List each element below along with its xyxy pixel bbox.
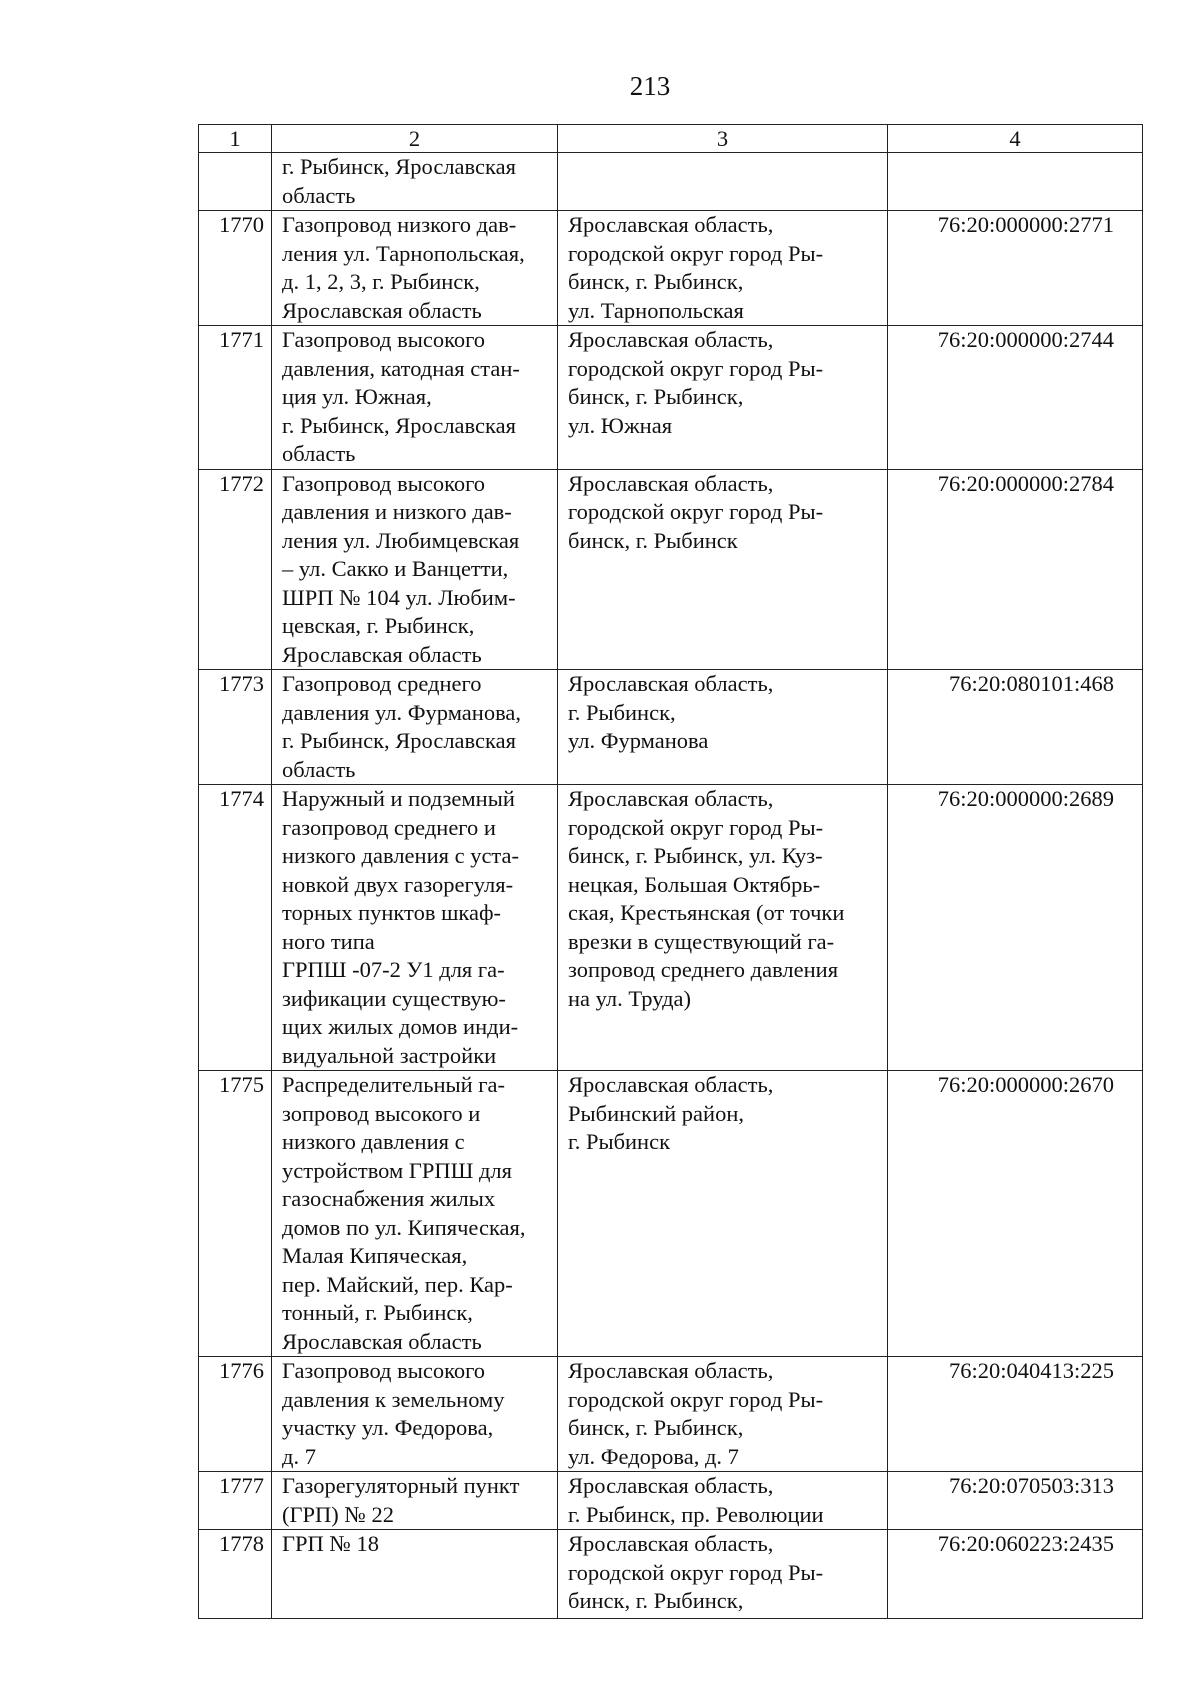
table-row [199,1472,1143,1530]
cadastral-number: 76:20:000000:2744 [888,326,1143,470]
column-header-4: 4 [888,125,1143,153]
object-address [558,153,888,211]
cadastral-number: 76:20:080101:468 [888,670,1143,785]
object-name: Газопровод высокого давления к земельному участку ул. Федорова, д. 7 [272,1357,558,1472]
table-row [199,326,1143,470]
row-number: 1775 [199,1071,272,1357]
object-address: Ярославская область, городской округ город Ры- бинск, г. Рыбинск [558,469,888,670]
row-number: 1771 [199,326,272,470]
table-row [199,1071,1143,1357]
table-row [199,785,1143,1071]
registry-table [198,124,1143,1619]
row-number: 1778 [199,1530,272,1619]
table-row [199,211,1143,326]
column-header-1: 1 [199,125,272,153]
object-address: Ярославская область, городской округ город Ры- бинск, г. Рыбинск, ул. Южная [558,326,888,470]
object-name: Газопровод низкого дав- ления ул. Тарнопольская, д. 1, 2, 3, г. Рыбинск, Ярославская область [272,211,558,326]
object-address: Ярославская область, г. Рыбинск, ул. Фурманова [558,670,888,785]
object-name: Газорегуляторный пункт (ГРП) № 22 [272,1472,558,1530]
cadastral-number: 76:20:040413:225 [888,1357,1143,1472]
object-name: Газопровод среднего давления ул. Фурманова, г. Рыбинск, Ярославская область [272,670,558,785]
row-number: 1777 [199,1472,272,1530]
row-number: 1773 [199,670,272,785]
table-row [199,670,1143,785]
row-number: 1776 [199,1357,272,1472]
table-row [199,1530,1143,1619]
cadastral-number [888,153,1143,211]
object-name: Наружный и подземный газопровод среднего и низкого давления с уста- новкой двух газорегуля- торных пунктов шкаф- ного типа ГРПШ -07-2 У1 для га- зификации существую- щих жилых домов инди- видуальной застройки [272,785,558,1071]
cadastral-number: 76:20:060223:2435 [888,1530,1143,1619]
column-header-2: 2 [272,125,558,153]
object-address: Ярославская область, городской округ город Ры- бинск, г. Рыбинск, ул. Куз- нецкая, Большая Октябрь- ская, Крестьянская (от точки врезки в существующий га- зопровод среднего давления на ул. Труда) [558,785,888,1071]
table-row [199,469,1143,670]
table-row [199,1357,1143,1472]
object-address: Ярославская область, городской округ город Ры- бинск, г. Рыбинск, ул. Тарнопольская [558,211,888,326]
object-address: Ярославская область, городской округ город Ры- бинск, г. Рыбинск, ул. Федорова, д. 7 [558,1357,888,1472]
table-header-row [199,125,1143,153]
cadastral-number: 76:20:000000:2784 [888,469,1143,670]
object-address: Ярославская область, г. Рыбинск, пр. Революции [558,1472,888,1530]
cadastral-number: 76:20:070503:313 [888,1472,1143,1530]
row-number [199,153,272,211]
row-number: 1774 [199,785,272,1071]
cadastral-number: 76:20:000000:2689 [888,785,1143,1071]
row-number: 1772 [199,469,272,670]
object-name: Газопровод высокого давления, катодная стан- ция ул. Южная, г. Рыбинск, Ярославская область [272,326,558,470]
row-number: 1770 [199,211,272,326]
object-name: Газопровод высокого давления и низкого дав- ления ул. Любимцевская – ул. Сакко и Ванцетти, ШРП № 104 ул. Любим- цевская, г. Рыбинск, Ярославская область [272,469,558,670]
column-header-3: 3 [558,125,888,153]
object-address: Ярославская область, городской округ город Ры- бинск, г. Рыбинск, [558,1530,888,1619]
object-address: Ярославская область, Рыбинский район, г. Рыбинск [558,1071,888,1357]
cadastral-number: 76:20:000000:2670 [888,1071,1143,1357]
cadastral-number: 76:20:000000:2771 [888,211,1143,326]
table-row [199,153,1143,211]
object-name: Распределительный га- зопровод высокого и низкого давления с устройством ГРПШ для газоснабжения жилых домов по ул. Кипяческая, Малая Кипяческая, пер. Майский, пер. Кар- тонный, г. Рыбинск, Ярославская область [272,1071,558,1357]
object-name: ГРП № 18 [272,1530,558,1619]
page-number: 213 [629,71,671,101]
object-name: г. Рыбинск, Ярославская область [272,153,558,211]
